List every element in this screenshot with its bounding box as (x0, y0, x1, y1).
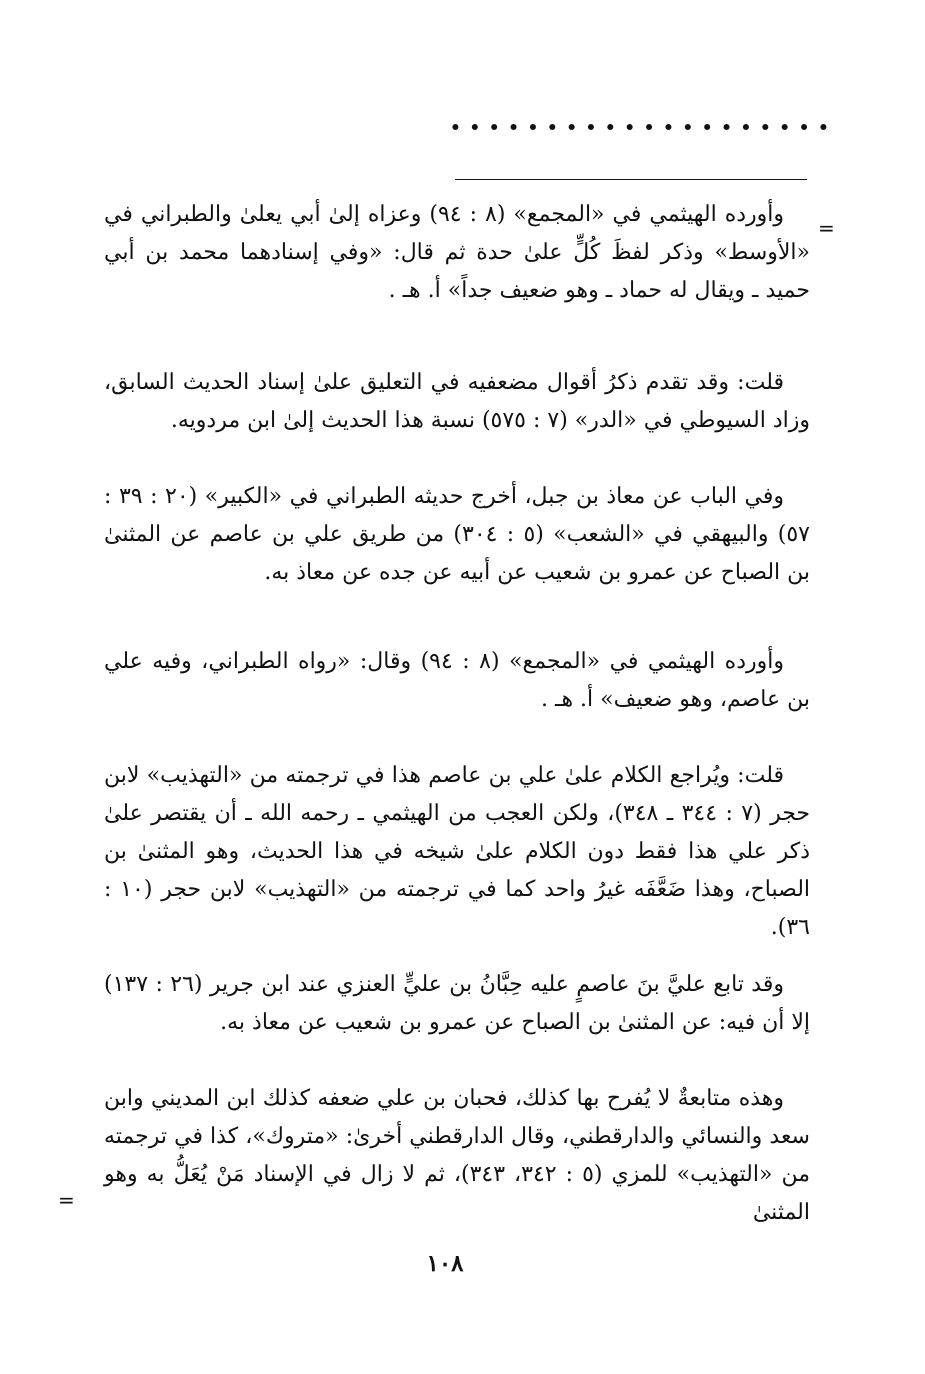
paragraph-text: وقد تابع عليَّ بنَ عاصمٍ عليه حِبَّانُ بن عليٍّ العنزي عند ابن جرير (٢٦ : ١٣٧) إلا أن فيه: عن المثنىٰ بن الصباح عن عمرو بن شعيب عن معاذ به. (104, 972, 810, 1035)
paragraph-text: وهذه متابعةٌ لا يُفرح بها كذلك، فحبان بن علي ضعفه كذلك ابن المديني وابن سعد والنسائي والدارقطني، وقال الدارقطني أخرىٰ: «متروك»، كذا في ترجمته من «التهذيب» للمزي (٥ : ٣٤٢، ٣٤٣)، ثم لا زال في الإسناد مَنْ يُعَلُّ به وهو المثنىٰ (104, 1086, 810, 1225)
paragraph-7 (104, 1080, 810, 1232)
paragraph-text: وأورده الهيثمي في «المجمع» (٨ : ٩٤) وعزاه إلىٰ أبي يعلىٰ والطبراني في «الأوسط» وذكر لفظَ كُلٍّ علىٰ حدة ثم قال: «وفي إسنادهما محمد بن أبي حميد ـ ويقال له حماد ـ وهو ضعيف جداً» أ. هـ . (104, 202, 810, 303)
paragraph-text: وأورده الهيثمي في «المجمع» (٨ : ٩٤) وقال: «رواه الطبراني، وفيه علي بن عاصم، وهو ضعيف» أ. هـ . (104, 649, 810, 712)
paragraph-text: قلت: وقد تقدم ذكرُ أقوال مضعفيه في التعليق علىٰ إسناد الحديث السابق، وزاد السيوطي في «الدر» (٧ : ٥٧٥) نسبة هذا الحديث إلىٰ ابن مردويه. (104, 370, 810, 433)
paragraph-3 (104, 478, 810, 592)
paragraph-5 (104, 757, 810, 947)
paragraph-2 (104, 364, 810, 440)
paragraph-1 (104, 196, 810, 310)
page-number: ١٠٨ (426, 1250, 464, 1277)
paragraph-text: وفي الباب عن معاذ بن جبل، أخرج حديثه الطبراني في «الكبير» (٢٠ : ٣٩ : ٥٧) والبيهقي في «الشعب» (٥ : ٣٠٤) من طريق علي بن عاصم عن المثنىٰ بن الصباح عن عمرو بن شعيب عن أبيه عن جده عن معاذ به. (104, 484, 810, 585)
paragraph-4 (104, 643, 810, 719)
footnote-continuation-mark-bottom: = (58, 1188, 75, 1212)
footnote-separator-rule (455, 179, 807, 180)
paragraph-text: قلت: ويُراجع الكلام علىٰ علي بن عاصم هذا في ترجمته من «التهذيب» لابن حجر (٧ : ٣٤٤ ـ ٣٤٨)، ولكن العجب من الهيثمي ـ رحمه الله ـ أن يقتصر علىٰ ذكر علي هذا فقط دون الكلام علىٰ شيخه في هذا الحديث، وهو المثنىٰ بن الصباح، وهذا ضَعَّفَه غيرُ واحد كما في ترجمته من «التهذيب» لابن حجر (١٠ : ٣٦). (104, 763, 811, 940)
footnote-continuation-mark-top: = (818, 216, 835, 240)
paragraph-6 (104, 966, 810, 1042)
header-ornament-dots: •••••••••••••••••••• (450, 118, 838, 138)
